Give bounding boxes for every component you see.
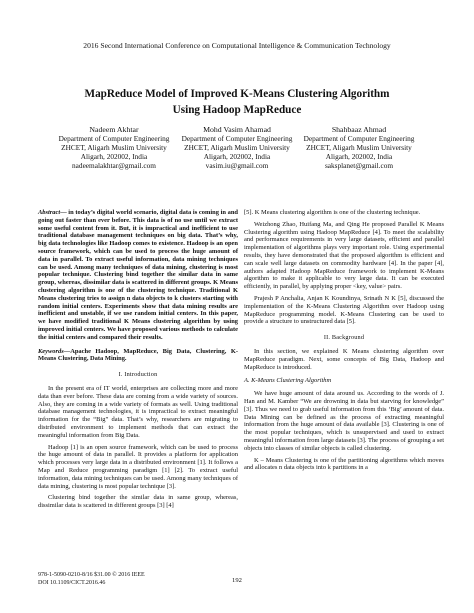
author-city: Aligarh, 202002, India <box>80 151 148 161</box>
paragraph: Prajesh P Anchalia, Anjan K Koundinya, Srinath N K [5], discussed the implementation of the K-Means Clustering Algorithm over Hadoop using MapReduce programming model. K-Means Clustering can be used to provide a structure to unstructured data [5]. <box>244 294 444 326</box>
keywords-text: —Apache Hadoop, MapReduce, Big Data, Clustering, K-Means Clustering, Data Mining. <box>38 347 238 363</box>
author-name: Shahbaaz Ahmad <box>331 125 387 134</box>
author-institution: ZHCET, Aligarh Muslim University <box>61 142 167 152</box>
paragraph: Weizhong Zhao, Huifang Ma, and Qing He proposed Parallel K Means Clustering algorithm using Hadoop MapReduce [4]. To meet the scalability and performance requirements in very large datasets, efficient and parallel implementation of algorithms plays very important role. Using experimental results, they have demonstrated that the proposed algorithm is efficient and can scale well large datasets on commodity hardware [4]. In the paper [4], authors adapted Hadoop MapReduce framework to implement K-Means algorithm to make it applicable to very large data. It can be executed efficiently, in parallel, by applying proper <key, value> pairs. <box>244 220 444 291</box>
paragraph: Clustering bind together the similar data in same group, whereas, dissimilar data is scattered in different groups [3] [4] <box>38 494 238 510</box>
keywords-label: Keywords <box>38 347 64 355</box>
keywords <box>38 348 238 364</box>
abstract-text: — in today’s digital world scenario, digital data is coming in and going out faster than ever before. This data is of no use until we extract some useful content from it. But, it is impractical and inefficient to use traditional database management techniques on big data. That’s why, big data technologies like Hadoop comes to existence. Hadoop is an open source framework, which can be used to process the huge amount of data in parallel. To extract useful information, data mining techniques can be used. Among many techniques of data mining, clustering is most popular technique. Clustering bind together the similar data in same group, whereas, dissimilar data is scattered in different groups. K Means clustering algorithm is one of the clustering technique. Traditional K Means clustering tries to assign n data objects to k clusters starting with random initial centers. Experiments show that data mining results are inefficient and unstable, if we use random initial centers. In this paper, we have modified traditional K Means clustering algorithm by using improved initial centers. We have proposed various methods to calculate the initial centers and compared their results. <box>38 209 238 341</box>
paragraph: Hadoop [1] is an open source framework, which can be used to process the huge amount of data in parallel. It provides a platform for application which processes very large data in a distributed environment [1]. It follows a Map and Reduce programming paradigm [1] [2]. To extract useful information, data mining techniques can be used. Among many techniques of data mining, clustering is most popular technique [3]. <box>38 443 238 490</box>
paper-title <box>0 86 474 118</box>
paragraph: We have huge amount of data around us. According to the words of J. Han and M. Kamber “We are drowning in data but starving for knowledge” [3]. Thus we need to grab useful information from this ‘Big’ amount of data. Data Mining can be defined as the process of extracting meaningful information from the huge amount of data available [3]. Clustering is one of the most popular techniques, which is unsupervised and used to extract meaningful information from large datasets [3]. The process of grouping a set objects into classes of similar objects is called clustering. <box>244 390 444 452</box>
title-line-1: MapReduce Model of Improved K-Means Clustering Algorithm <box>84 88 390 100</box>
left-column <box>38 209 238 514</box>
paragraph: In the present era of IT world, enterprises are collecting more and more data than ever before. These data are coming from a wide variety of sources. Also, they are coming in a wide variety of formats as well. Using traditional database management technologies, it is impractical to extract meaningful information for the “Big” data. That’s why, researchers are migrating to distributed environment to implement methods that can extract the meaningful information from Big Data. <box>38 384 238 439</box>
abstract <box>38 209 238 342</box>
right-column <box>244 209 444 476</box>
author-city: Aligarh, 202002, India <box>203 151 271 161</box>
author-city: Aligarh, 202002, India <box>325 151 393 161</box>
author-email: vasim.iu@gmail.com <box>205 160 269 170</box>
author-email: saksplanet@gmail.com <box>324 160 394 170</box>
paragraph: In this section, we explained K Means clustering algorithm over MapReduce paradigm. Next, some concepts of Big Data, Hadoop and MapReduce is introduced. <box>244 347 444 371</box>
author-email: nadeemalakhtar@gmail.com <box>72 160 156 170</box>
abstract-label: Abstract <box>38 209 61 216</box>
title-line-2: Using Hadoop MapReduce <box>172 104 302 116</box>
paragraph: K – Means Clustering is one of the partitioning algorithms which moves and allocates n data objects into k partitions in a <box>244 456 444 472</box>
page-number: 192 <box>232 577 242 584</box>
footer-doi: DOI 10.1109/CICT.2016.46 <box>38 579 106 586</box>
section-heading-background: II. Background <box>323 334 365 342</box>
author-dept: Department of Computer Engineering <box>303 133 415 143</box>
author-institution: ZHCET, Aligarh Muslim University <box>184 142 290 152</box>
paragraph: [5]. K Means clustering algorithm is one of the clustering technique. <box>244 209 421 216</box>
author-block-3 <box>284 126 434 171</box>
author-institution: ZHCET, Aligarh Muslim University <box>306 142 412 152</box>
subsection-heading: A. K-Means Clustering Algorithm <box>244 377 332 385</box>
author-name: Mohd Vasim Ahamad <box>203 125 271 134</box>
section-heading-introduction: I. Introduction <box>118 371 158 379</box>
author-dept: Department of Computer Engineering <box>181 133 293 143</box>
author-name: Nadeem Akhtar <box>89 125 139 134</box>
author-dept: Department of Computer Engineering <box>58 133 170 143</box>
footer-isbn: 978-1-5090-0210-8/16 $31.00 © 2016 IEEE <box>38 572 145 578</box>
conference-header: 2016 Second International Conference on Computational Intelligence & Communication Technology <box>83 41 391 50</box>
